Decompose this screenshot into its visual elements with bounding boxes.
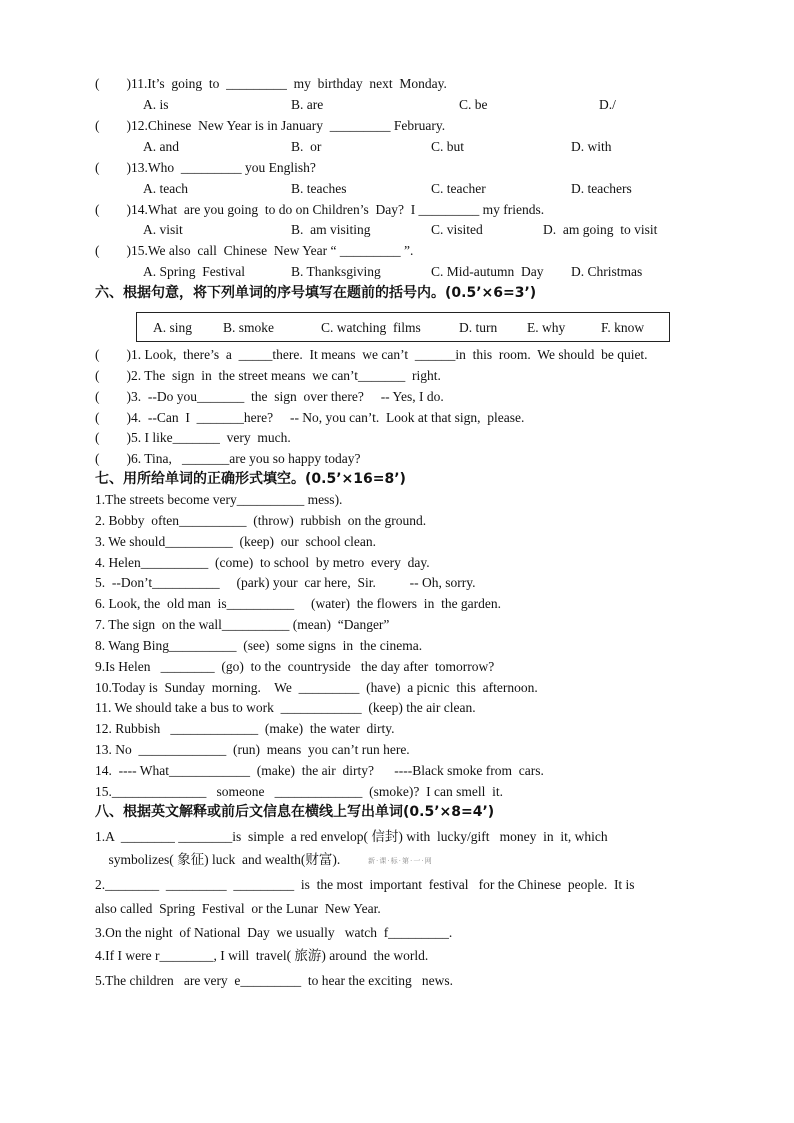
s6-item-3: ( )3. --Do you_______ the sign over there? -- Yes, I do. [95, 389, 444, 404]
s8-item-4: 4.If I were r________, I will travel( 旅游) around the world. [95, 948, 429, 963]
option-12c: C. but [431, 139, 465, 154]
option-12d: D. with [571, 139, 612, 154]
option-11c: C. be [459, 97, 488, 112]
word-bank-box [136, 312, 670, 342]
s7-item-12: 12. Rubbish _____________ (make) the water dirty. [95, 721, 395, 736]
section-6-heading: 六、根据句意，将下列单词的序号填写在题前的括号内。(0.5’×6=3’) [95, 285, 537, 301]
watermark-text: 新·课·标·第·一·网 [368, 857, 433, 865]
s6-item-1: ( )1. Look, there’s a _____there. It means we can’t ______in this room. We should be quiet. [95, 347, 648, 362]
s6-item-2: ( )2. The sign in the street means we can’t_______ right. [95, 368, 441, 383]
s7-item-6: 6. Look, the old man is__________ (water) the flowers in the garden. [95, 596, 502, 611]
s8-item-3: 3.On the night of National Day we usually watch f_________. [95, 925, 453, 940]
section-8-heading: 八、根据英文解释或前后文信息在横线上写出单词(0.5’×8=4’) [95, 804, 495, 820]
option-14a: A. visit [143, 222, 183, 237]
option-13b: B. teaches [291, 181, 347, 196]
option-13a: A. teach [143, 181, 188, 196]
s7-item-1: 1.The streets become very__________ mess). [95, 492, 343, 507]
option-12a: A. and [143, 139, 179, 154]
option-11a: A. is [143, 97, 169, 112]
s8-item-1-cont: symbolizes( 象征) luck and wealth(财富). [95, 852, 341, 867]
option-11b: B. are [291, 97, 324, 112]
s6-item-5: ( )5. I like_______ very much. [95, 430, 291, 445]
s7-item-14: 14. ---- What____________ (make) the air dirty? ----Black smoke from cars. [95, 763, 544, 778]
option-12b: B. or [291, 139, 322, 154]
question-11: ( )11.It’s going to _________ my birthday next Monday. [95, 76, 447, 91]
word-e: E. why [527, 320, 566, 335]
s8-item-2: 2.________ _________ _________ is the most important festival for the Chinese people. It is [95, 877, 635, 892]
s7-item-8: 8. Wang Bing__________ (see) some signs in the cinema. [95, 638, 423, 653]
word-a: A. sing [153, 320, 193, 335]
s6-item-6: ( )6. Tina, _______are you so happy today? [95, 451, 361, 466]
question-12: ( )12.Chinese New Year is in January _________ February. [95, 118, 446, 133]
s8-item-1: 1.A ________ ________is simple a red envelop( 信封) with lucky/gift money in it, which [95, 829, 608, 844]
option-14c: C. visited [431, 222, 483, 237]
s7-item-5: 5. --Don’t__________ (park) your car here, Sir. -- Oh, sorry. [95, 575, 476, 590]
option-13d: D. teachers [571, 181, 632, 196]
option-15d: D. Christmas [571, 264, 643, 279]
word-b: B. smoke [223, 320, 275, 335]
s7-item-2: 2. Bobby often__________ (throw) rubbish on the ground. [95, 513, 427, 528]
s8-item-2-cont: also called Spring Festival or the Lunar New Year. [95, 901, 381, 916]
option-13c: C. teacher [431, 181, 486, 196]
s6-item-4: ( )4. --Can I _______here? -- No, you can’t. Look at that sign, please. [95, 410, 525, 425]
s7-item-15: 15.______________ someone _____________ (smoke)? I can smell it. [95, 784, 503, 799]
s7-item-13: 13. No _____________ (run) means you can’t run here. [95, 742, 410, 757]
word-c: C. watching films [321, 320, 421, 335]
question-13: ( )13.Who _________ you English? [95, 160, 316, 175]
word-f: F. know [601, 320, 645, 335]
s7-item-7: 7. The sign on the wall__________ (mean) “Danger” [95, 617, 390, 632]
option-14d: D. am going to visit [543, 222, 658, 237]
s7-item-11: 11. We should take a bus to work ____________ (keep) the air clean. [95, 700, 476, 715]
s7-item-4: 4. Helen__________ (come) to school by metro every day. [95, 555, 430, 570]
s8-item-5: 5.The children are very e_________ to hear the exciting news. [95, 973, 454, 988]
s7-item-10: 10.Today is Sunday morning. We _________ (have) a picnic this afternoon. [95, 680, 538, 695]
option-14b: B. am visiting [291, 222, 371, 237]
option-15b: B. Thanksgiving [291, 264, 381, 279]
question-15: ( )15.We also call Chinese New Year “ _________ ”. [95, 243, 414, 258]
option-15c: C. Mid-autumn Day [431, 264, 544, 279]
s7-item-9: 9.Is Helen ________ (go) to the countryside the day after tomorrow? [95, 659, 495, 674]
question-14: ( )14.What are you going to do on Children’s Day? I _________ my friends. [95, 202, 545, 217]
section-7-heading: 七、用所给单词的正确形式填空。(0.5’×16=8’) [95, 471, 406, 487]
word-d: D. turn [459, 320, 498, 335]
s7-item-3: 3. We should__________ (keep) our school clean. [95, 534, 376, 549]
option-11d: D./ [599, 97, 616, 112]
option-15a: A. Spring Festival [143, 264, 246, 279]
